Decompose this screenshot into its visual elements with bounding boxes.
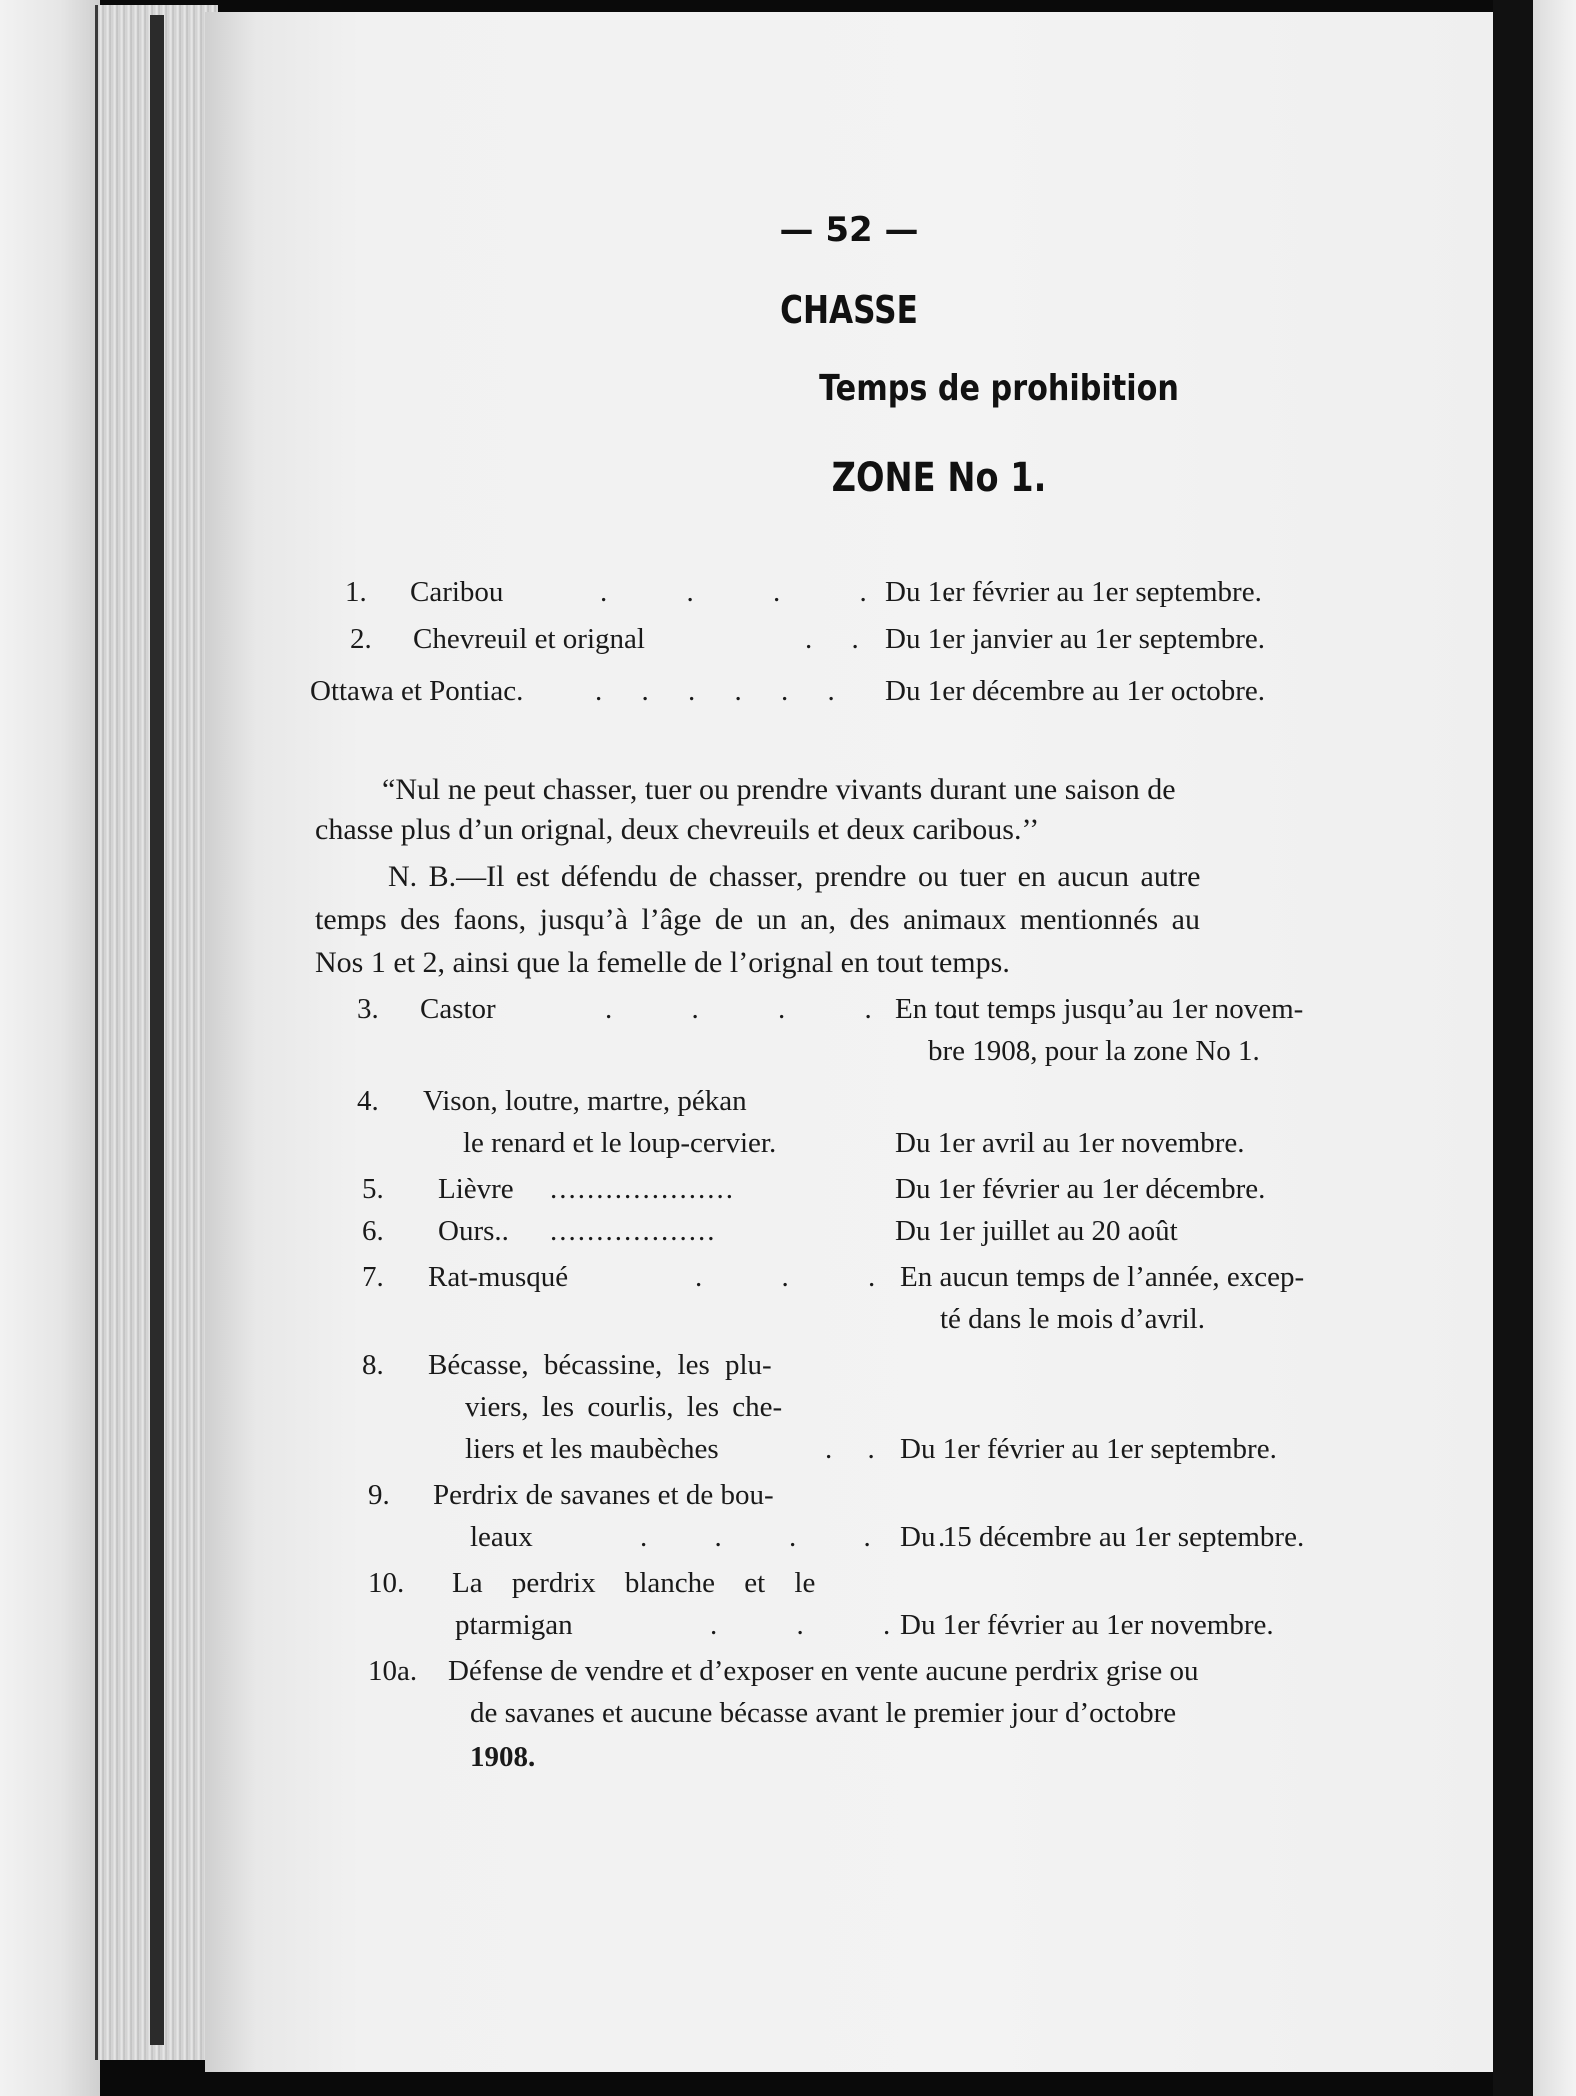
nb-line: Nos 1 et 2, ainsi que la femelle de l’orignal en tout temps.	[315, 946, 1010, 979]
entry-period: Du 15 décembre au 1er septembre.	[900, 1521, 1305, 1553]
entry-period: bre 1908, pour la zone No 1.	[928, 1035, 1260, 1067]
entry-number: 8.	[362, 1349, 384, 1381]
entry-period: Du 1er avril au 1er novembre.	[895, 1127, 1245, 1159]
entry-leader: ..................	[550, 1215, 717, 1247]
entry-animal: le renard et le loup-cervier.	[463, 1127, 777, 1159]
entry-period: té dans le mois d’avril.	[940, 1303, 1205, 1335]
entry-number: 10.	[368, 1567, 405, 1599]
entry-text: de savanes et aucune bécasse avant le premier jour d’octobre	[470, 1697, 1177, 1729]
page-title: CHASSE	[780, 288, 918, 332]
entry-period: En aucun temps de l’année, excep-	[900, 1261, 1305, 1293]
entry-animal: Castor	[420, 993, 496, 1025]
entry-leader: . . . . .	[605, 993, 995, 1025]
entry-number: 7.	[362, 1261, 384, 1293]
entry-animal: ptarmigan	[455, 1609, 573, 1641]
quote-line: chasse plus d’un orignal, deux chevreuils et deux caribous.’’	[315, 813, 1040, 846]
book-edge-shadow	[150, 15, 164, 2045]
entry-leader: . . .	[695, 1261, 912, 1293]
entry-leader: . . .	[710, 1609, 927, 1641]
nb-line: temps des faons, jusqu’à l’âge de un an, des animaux mentionnés au	[315, 903, 1200, 936]
entry-number: 4.	[357, 1085, 379, 1117]
entry-leader: . . . . . .	[595, 675, 851, 707]
entry-number: 5.	[362, 1173, 384, 1205]
entry-animal: Perdrix de savanes et de bou-	[433, 1479, 774, 1511]
entry-animal: Ours..	[438, 1215, 509, 1247]
entry-number: 9.	[368, 1479, 390, 1511]
entry-number: 6.	[362, 1215, 384, 1247]
entry-animal: liers et les maubèches	[465, 1433, 719, 1465]
entry-leader: . .	[825, 1433, 889, 1465]
entry-animal: Caribou	[410, 576, 504, 608]
entry-period: Du 1er février au 1er septembre.	[885, 576, 1262, 608]
entry-animal: Chevreuil et orignal	[413, 623, 645, 655]
section-subtitle: Temps de prohibition	[819, 368, 1179, 409]
entry-number: 1.	[345, 576, 367, 608]
entry-animal: leaux	[470, 1521, 533, 1553]
book-spine	[1493, 0, 1533, 2096]
entry-leader: ....................	[550, 1173, 735, 1205]
page-number: — 52 —	[779, 210, 919, 250]
entry-leader: . .	[805, 623, 875, 655]
entry-animal: Bécasse, bécassine, les plu-	[428, 1349, 772, 1381]
entry-period: Du 1er juillet au 20 août	[895, 1215, 1178, 1247]
entry-text: Défense de vendre et d’exposer en vente aucune perdrix grise ou	[448, 1655, 1199, 1687]
entry-leader: . . . . .	[640, 1521, 976, 1553]
entry-animal: Vison, loutre, martre, pékan	[423, 1085, 747, 1117]
entry-animal: viers, les courlis, les che-	[465, 1391, 783, 1423]
facing-page-edge	[1533, 0, 1576, 2096]
book-page	[205, 12, 1493, 2072]
nb-line: N. B.—Il est défendu de chasser, prendre ou tuer en aucun autre	[388, 860, 1201, 893]
scan-left-margin	[0, 0, 100, 2096]
entry-period: Du 1er décembre au 1er octobre.	[885, 675, 1266, 707]
entry-number: 2.	[350, 623, 372, 655]
entry-animal: Rat-musqué	[428, 1261, 569, 1293]
entry-period: Du 1er février au 1er décembre.	[895, 1173, 1266, 1205]
zone-heading: ZONE No 1.	[831, 455, 1047, 501]
entry-number: 10a.	[368, 1655, 418, 1687]
entry-period: Du 1er février au 1er novembre.	[900, 1609, 1274, 1641]
entry-period: Du 1er février au 1er septembre.	[900, 1433, 1277, 1465]
quote-line: “Nul ne peut chasser, tuer ou prendre vivants durant une saison de	[382, 773, 1176, 806]
entry-animal: Lièvre	[438, 1173, 514, 1205]
entry-text: 1908.	[470, 1741, 536, 1773]
entry-period: Du 1er janvier au 1er septembre.	[885, 623, 1266, 655]
entry-animal: La perdrix blanche et le	[452, 1567, 816, 1599]
entry-number: 3.	[357, 993, 379, 1025]
entry-period: En tout temps jusqu’au 1er novem-	[895, 993, 1304, 1025]
entry-animal: Ottawa et Pontiac.	[310, 675, 524, 707]
entry-leader: . . . . .	[600, 576, 990, 608]
